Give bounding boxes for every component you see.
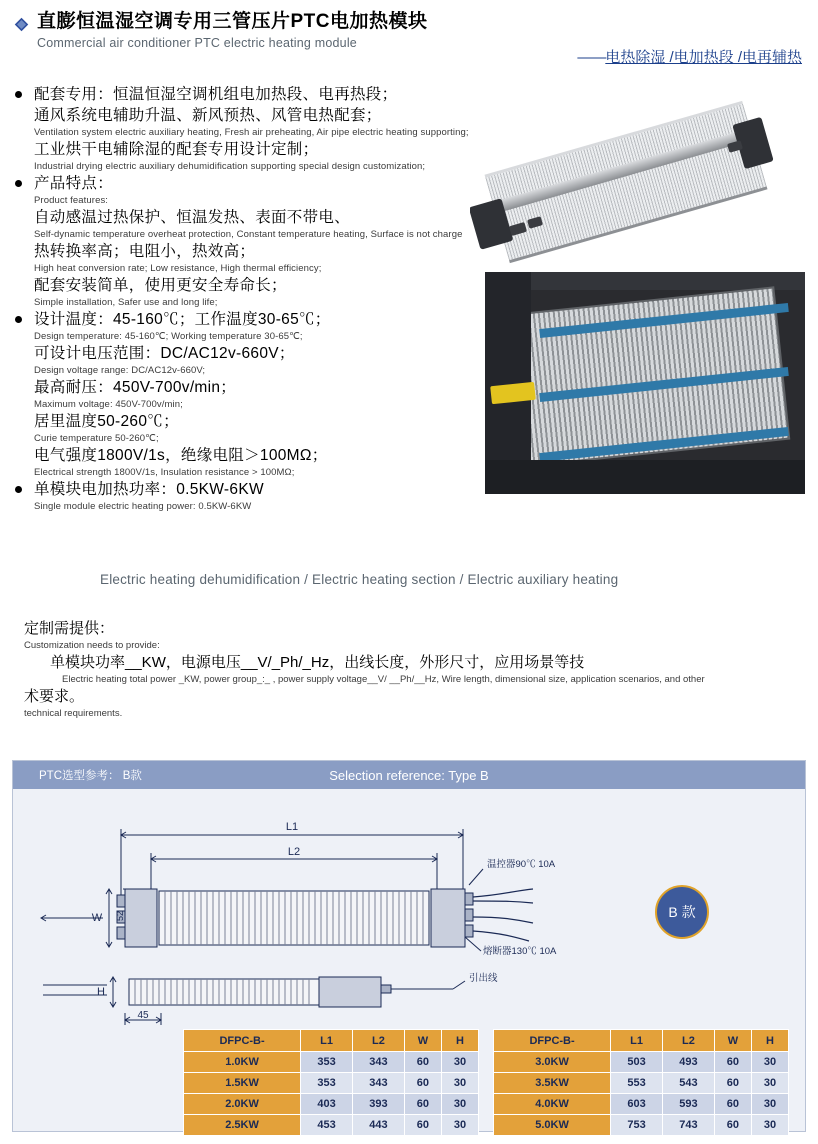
feature-block [0,309,500,479]
feature-block [0,479,500,513]
customization-line1-en: Electric heating total power _KW, power group_:_ , power supply voltage__V/ __Ph/__Hz, Wire length, dimensional size, application scenarios, and other [62,674,705,685]
feature-line-cn: 可设计电压范围：DC/AC12v-660V； [34,345,295,362]
cell-l2: 343 [353,1052,405,1073]
feature-line-en: Self-dynamic temperature overheat protection, Constant temperature heating, Surface is not charge [34,229,463,240]
cell-model: 1.0KW [184,1052,301,1073]
ptc-heating-module-product-photo [470,98,806,270]
col-header-model: DFPC-B- [494,1030,611,1052]
customization-line2-en: technical requirements. [24,708,123,719]
table-header-row [184,1030,479,1052]
cell-model: 2.0KW [184,1094,301,1115]
cell-h: 30 [441,1094,478,1115]
spec-tables [183,1029,803,1136]
feature-line-en: Curie temperature 50-260℃; [34,433,159,444]
cell-h: 30 [751,1073,788,1094]
selection-reference-panel [12,760,806,1132]
ptc-module-installation-photo [485,272,805,494]
customization-line2-cn: 术要求。 [24,688,85,705]
cell-w: 60 [714,1052,751,1073]
feature-line-en: Design temperature: 45-160℃; Working temperature 30-65℃; [34,331,303,342]
feature-block [0,84,500,173]
feature-line-cn: 配套安装简单，使用更安全寿命长； [34,277,287,294]
feature-line-cn: 最高耐压：450V-700v/min； [34,379,237,396]
feature-line-en: High heat conversion rate; Low resistance, High thermal efficiency; [34,263,322,274]
customization-line1-cn: 单模块功率__KW，电源电压__V/_Ph/_Hz，出线长度，外形尺寸，应用场景等技 [50,654,585,671]
photo-bg-top [485,272,805,290]
mid-caption: Electric heating dehumidification / Electric heating section / Electric auxiliary heating [100,572,619,587]
feature-line-cn: 自动感温过热保护、恒温发热、表面不带电、 [34,209,351,226]
header-tagline [577,46,802,67]
cell-l2: 493 [663,1052,715,1073]
photo-bg-bottom [485,460,805,494]
diamond-icon [14,17,29,32]
col-header-w: W [714,1030,751,1052]
bullet-dot-icon [15,180,22,187]
table-row [494,1052,789,1073]
cell-l1: 753 [611,1115,663,1136]
cell-h: 30 [441,1115,478,1136]
feature-line-en: Industrial drying electric auxiliary dehumidification supporting special design customization; [34,161,426,172]
module-fin-body [485,101,768,263]
cell-l1: 603 [611,1094,663,1115]
feature-line-cn: 通风系统电辅助升温、新风预热、风管电热配套； [34,107,382,124]
feature-list [0,84,500,513]
table-row [494,1115,789,1136]
cell-model: 3.5KW [494,1073,611,1094]
customization-title-cn: 定制需提供： [24,620,115,637]
cell-l2: 393 [353,1094,405,1115]
col-header-h: H [751,1030,788,1052]
feature-line-en: Product features: [34,195,109,206]
table-row [494,1094,789,1115]
cell-h: 30 [441,1052,478,1073]
feature-line-cn: 工业烘干电辅除湿的配套专用设计定制； [34,141,319,158]
bullet-dot-icon [15,91,22,98]
cell-w: 60 [714,1073,751,1094]
cell-w: 60 [404,1115,441,1136]
cell-w: 60 [404,1052,441,1073]
bullet-dot-icon [15,316,22,323]
col-header-l2: L2 [663,1030,715,1052]
feature-line-cn: 配套专用：恒温恒湿空调机组电加热段、电再热段； [34,86,398,103]
feature-line-cn: 居里温度50-260℃； [34,413,179,430]
cell-model: 3.0KW [494,1052,611,1073]
spec-table-right [493,1029,789,1136]
cell-l2: 343 [353,1073,405,1094]
feature-line-cn: 电气强度1800V/1s，绝缘电阻＞100MΩ； [34,447,328,464]
feature-block [0,173,500,309]
dim-label-w: W [91,912,103,924]
table-header-row [494,1030,789,1052]
feature-line-en: Single module electric heating power: 0.5KW-6KW [34,501,252,512]
cell-h: 30 [441,1073,478,1094]
table-row [184,1115,479,1136]
cell-l1: 453 [301,1115,353,1136]
table-row [184,1094,479,1115]
dim-label-45: 45 [137,1010,149,1021]
cell-model: 4.0KW [494,1094,611,1115]
panel-header-center: Selection reference: Type B [329,767,489,783]
col-header-l2: L2 [353,1030,405,1052]
col-header-w: W [404,1030,441,1052]
customization-block [24,618,784,720]
cell-l1: 353 [301,1073,353,1094]
cell-w: 60 [714,1115,751,1136]
feature-line-cn: 设计温度：45-160℃；工作温度30-65℃； [34,311,331,328]
panel-body [13,789,805,1132]
feature-line-en: Design voltage range: DC/AC12v-660V; [34,365,206,376]
header-tagline-dash: —— [577,49,606,66]
col-header-model: DFPC-B- [184,1030,301,1052]
dim-label-l1: L1 [285,821,299,833]
cell-h: 30 [751,1115,788,1136]
col-header-h: H [441,1030,478,1052]
cell-l1: 503 [611,1052,663,1073]
col-header-l1: L1 [301,1030,353,1052]
feature-line-en: Simple installation, Safer use and long life; [34,297,218,308]
cell-model: 1.5KW [184,1073,301,1094]
feature-line-cn: 热转换率高；电阻小，热效高； [34,243,256,260]
table-row [184,1073,479,1094]
dim-label-l2: L2 [287,846,301,858]
cell-l1: 403 [301,1094,353,1115]
dim-label-h: H [97,986,105,998]
cell-w: 60 [404,1073,441,1094]
cell-w: 60 [404,1094,441,1115]
page-title: 直膨恒温湿空调专用三管压片PTC电加热模块 [37,11,428,32]
cell-l2: 543 [663,1073,715,1094]
feature-line-cn: 单模块电加热功率：0.5KW-6KW [34,481,264,498]
type-b-badge: B 款 [655,885,709,939]
cell-l1: 553 [611,1073,663,1094]
customization-title-en: Customization needs to provide: [24,640,160,651]
panel-header [13,761,805,789]
table-row [494,1073,789,1094]
cell-model: 2.5KW [184,1115,301,1136]
fuse-label: 熔断器130℃ 10A [483,946,557,957]
cell-l2: 743 [663,1115,715,1136]
spec-table-left [183,1029,479,1136]
cell-w: 60 [714,1094,751,1115]
cell-l1: 353 [301,1052,353,1073]
cell-model: 5.0KW [494,1115,611,1136]
feature-line-en: Ventilation system electric auxiliary heating, Fresh air preheating, Air pipe electric heating supporting; [34,127,469,138]
feature-line-en: Maximum voltage: 450V-700v/min; [34,399,183,410]
cell-h: 30 [751,1052,788,1073]
feature-line-en: Electrical strength 1800V/1s, Insulation resistance > 100MΩ; [34,467,295,478]
cell-l2: 593 [663,1094,715,1115]
lead-wire-label: 引出线 [469,973,498,984]
page-header [0,10,818,66]
col-header-l1: L1 [611,1030,663,1052]
feature-line-cn: 产品特点： [34,175,114,192]
cell-h: 30 [751,1094,788,1115]
panel-header-left: PTC选型参考： B款 [39,770,142,782]
cell-l2: 443 [353,1115,405,1136]
dim-label-52: 52 [115,910,125,921]
bullet-dot-icon [15,486,22,493]
header-tagline-text: 电热除湿 /电加热段 /电再辅热 [605,49,802,66]
thermostat-label: 温控器90℃ 10A [487,859,556,870]
page-subtitle-en: Commercial air conditioner PTC electric heating module [37,36,357,50]
table-row [184,1052,479,1073]
